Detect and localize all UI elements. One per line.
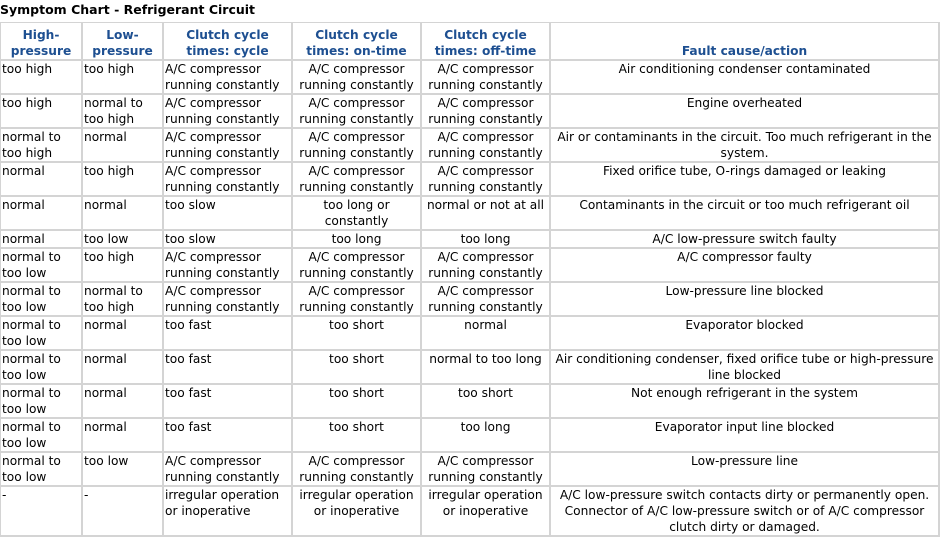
table-row xyxy=(1,95,940,129)
cell-cycle: A/C compressor running constantly xyxy=(164,61,293,95)
cell-fault-cause: Air conditioning condenser, fixed orifice tube or high-pressure line blocked xyxy=(551,351,940,385)
cell-high-pressure: normal to too low xyxy=(1,419,83,453)
cell-high-pressure: normal to too low xyxy=(1,317,83,351)
cell-on-time: A/C compressor running constantly xyxy=(293,249,422,283)
symptom-table xyxy=(0,22,940,537)
cell-fault-cause: Evaporator blocked xyxy=(551,317,940,351)
cell-off-time: normal to too long xyxy=(422,351,551,385)
cell-low-pressure: too low xyxy=(83,453,164,487)
cell-low-pressure: normal xyxy=(83,197,164,231)
cell-on-time: A/C compressor running constantly xyxy=(293,453,422,487)
header-high-pressure: High-pressure xyxy=(1,23,83,61)
cell-cycle: too fast xyxy=(164,317,293,351)
cell-high-pressure: normal to too low xyxy=(1,283,83,317)
cell-fault-cause: Not enough refrigerant in the system xyxy=(551,385,940,419)
cell-on-time: A/C compressor running constantly xyxy=(293,95,422,129)
cell-cycle: too slow xyxy=(164,197,293,231)
table-row xyxy=(1,197,940,231)
cell-high-pressure: too high xyxy=(1,61,83,95)
header-clutch-off-time: Clutch cycle times: off-time xyxy=(422,23,551,61)
cell-low-pressure: - xyxy=(83,487,164,537)
cell-low-pressure: too high xyxy=(83,61,164,95)
cell-high-pressure: normal to too low xyxy=(1,453,83,487)
cell-cycle: A/C compressor running constantly xyxy=(164,249,293,283)
table-row xyxy=(1,129,940,163)
cell-cycle: too slow xyxy=(164,231,293,249)
cell-on-time: A/C compressor running constantly xyxy=(293,61,422,95)
cell-on-time: too short xyxy=(293,351,422,385)
cell-fault-cause: A/C low-pressure switch faulty xyxy=(551,231,940,249)
cell-off-time: too long xyxy=(422,419,551,453)
cell-off-time: A/C compressor running constantly xyxy=(422,95,551,129)
cell-fault-cause: A/C low-pressure switch contacts dirty or permanently open. Connector of A/C low-pressure switch or of A/C compressor clutch dirty or damaged. xyxy=(551,487,940,537)
cell-low-pressure: normal xyxy=(83,129,164,163)
cell-off-time: normal or not at all xyxy=(422,197,551,231)
cell-off-time: too short xyxy=(422,385,551,419)
cell-low-pressure: normal xyxy=(83,317,164,351)
header-row xyxy=(1,23,940,61)
cell-fault-cause: Air or contaminants in the circuit. Too much refrigerant in the system. xyxy=(551,129,940,163)
cell-on-time: too long or constantly xyxy=(293,197,422,231)
table-row xyxy=(1,419,940,453)
cell-cycle: too fast xyxy=(164,385,293,419)
cell-fault-cause: Engine overheated xyxy=(551,95,940,129)
cell-low-pressure: normal to too high xyxy=(83,95,164,129)
table-row xyxy=(1,351,940,385)
cell-cycle: A/C compressor running constantly xyxy=(164,129,293,163)
cell-off-time: irregular operation or inoperative xyxy=(422,487,551,537)
cell-off-time: normal xyxy=(422,317,551,351)
cell-high-pressure: - xyxy=(1,487,83,537)
cell-low-pressure: too high xyxy=(83,249,164,283)
header-fault-cause: Fault cause/action xyxy=(551,23,940,61)
cell-fault-cause: Low-pressure line xyxy=(551,453,940,487)
cell-fault-cause: Evaporator input line blocked xyxy=(551,419,940,453)
cell-cycle: irregular operation or inoperative xyxy=(164,487,293,537)
cell-on-time: too long xyxy=(293,231,422,249)
cell-low-pressure: normal xyxy=(83,419,164,453)
cell-fault-cause: Air conditioning condenser contaminated xyxy=(551,61,940,95)
cell-off-time: too long xyxy=(422,231,551,249)
cell-low-pressure: too high xyxy=(83,163,164,197)
cell-off-time: A/C compressor running constantly xyxy=(422,249,551,283)
cell-low-pressure: too low xyxy=(83,231,164,249)
cell-fault-cause: Fixed orifice tube, O-rings damaged or leaking xyxy=(551,163,940,197)
table-row xyxy=(1,249,940,283)
cell-high-pressure: normal to too low xyxy=(1,351,83,385)
cell-fault-cause: A/C compressor faulty xyxy=(551,249,940,283)
table-row xyxy=(1,385,940,419)
cell-cycle: A/C compressor running constantly xyxy=(164,453,293,487)
cell-off-time: A/C compressor running constantly xyxy=(422,283,551,317)
table-row xyxy=(1,231,940,249)
cell-low-pressure: normal xyxy=(83,385,164,419)
header-clutch-cycle: Clutch cycle times: cycle xyxy=(164,23,293,61)
cell-on-time: too short xyxy=(293,385,422,419)
cell-cycle: A/C compressor running constantly xyxy=(164,95,293,129)
cell-cycle: A/C compressor running constantly xyxy=(164,163,293,197)
cell-high-pressure: normal xyxy=(1,163,83,197)
table-row xyxy=(1,317,940,351)
table-row xyxy=(1,453,940,487)
cell-high-pressure: normal xyxy=(1,231,83,249)
table-row xyxy=(1,163,940,197)
cell-on-time: A/C compressor running constantly xyxy=(293,283,422,317)
cell-off-time: A/C compressor running constantly xyxy=(422,61,551,95)
cell-fault-cause: Contaminants in the circuit or too much refrigerant oil xyxy=(551,197,940,231)
cell-on-time: too short xyxy=(293,317,422,351)
cell-cycle: too fast xyxy=(164,419,293,453)
cell-on-time: A/C compressor running constantly xyxy=(293,129,422,163)
table-row xyxy=(1,283,940,317)
cell-on-time: too short xyxy=(293,419,422,453)
cell-off-time: A/C compressor running constantly xyxy=(422,129,551,163)
cell-high-pressure: too high xyxy=(1,95,83,129)
cell-fault-cause: Low-pressure line blocked xyxy=(551,283,940,317)
cell-high-pressure: normal xyxy=(1,197,83,231)
cell-cycle: A/C compressor running constantly xyxy=(164,283,293,317)
cell-cycle: too fast xyxy=(164,351,293,385)
cell-on-time: irregular operation or inoperative xyxy=(293,487,422,537)
cell-low-pressure: normal xyxy=(83,351,164,385)
cell-on-time: A/C compressor running constantly xyxy=(293,163,422,197)
cell-low-pressure: normal to too high xyxy=(83,283,164,317)
cell-high-pressure: normal to too low xyxy=(1,249,83,283)
header-low-pressure: Low-pressure xyxy=(83,23,164,61)
cell-high-pressure: normal to too high xyxy=(1,129,83,163)
cell-high-pressure: normal to too low xyxy=(1,385,83,419)
header-clutch-on-time: Clutch cycle times: on-time xyxy=(293,23,422,61)
cell-off-time: A/C compressor running constantly xyxy=(422,163,551,197)
cell-off-time: A/C compressor running constantly xyxy=(422,453,551,487)
table-row xyxy=(1,487,940,537)
chart-title: Symptom Chart - Refrigerant Circuit xyxy=(0,2,256,17)
table-row xyxy=(1,61,940,95)
